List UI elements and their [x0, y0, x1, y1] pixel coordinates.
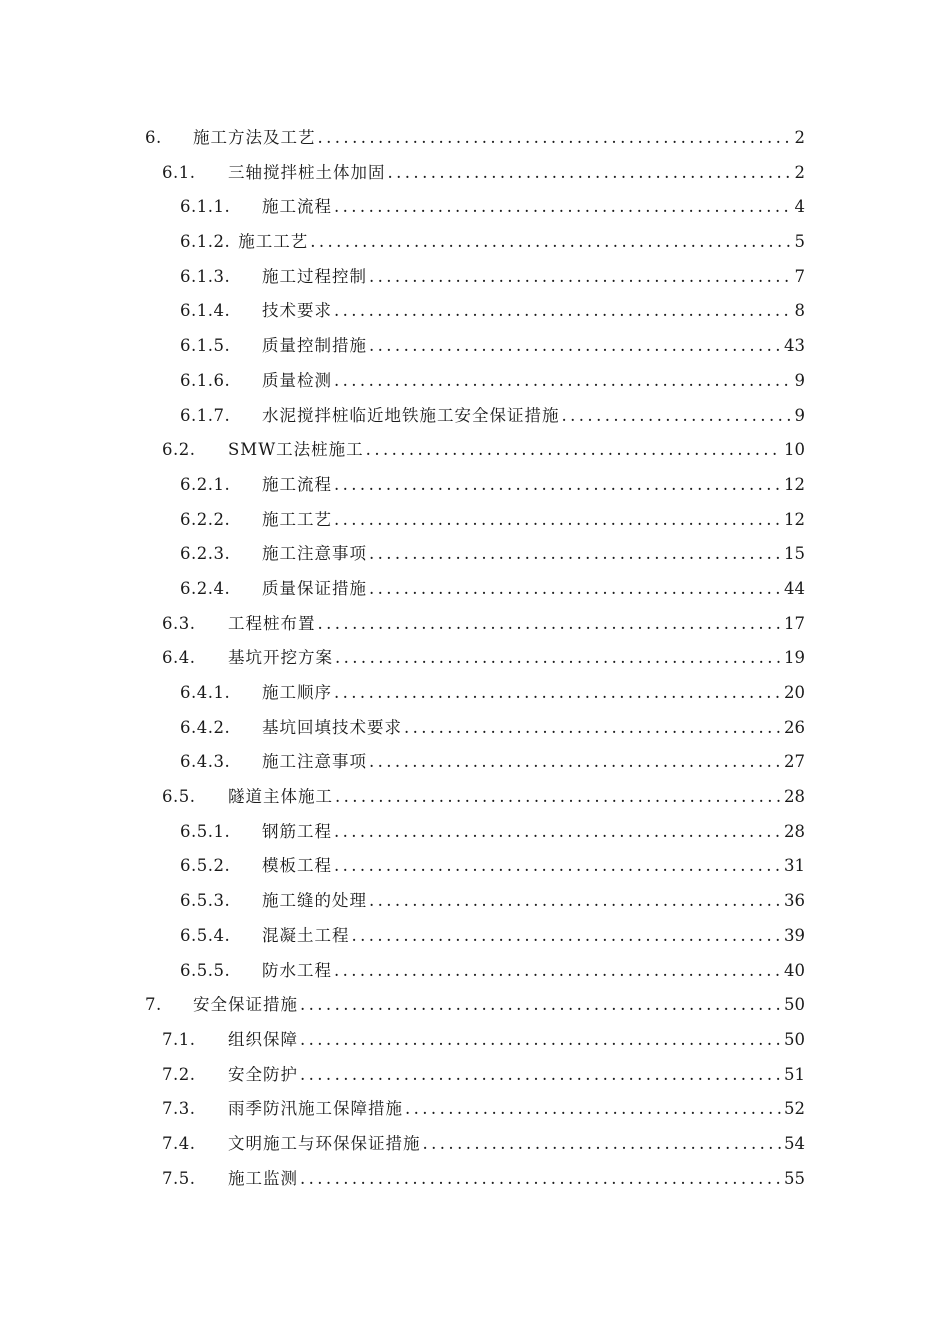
- toc-page-number: 27: [784, 752, 805, 772]
- toc-title: 隧道主体施工: [228, 787, 333, 807]
- toc-dot-leader: [334, 849, 782, 884]
- toc-title: 混凝土工程: [262, 925, 350, 945]
- toc-row[interactable]: [0, 919, 950, 954]
- toc-title: 施工工艺: [238, 232, 309, 252]
- toc-title: 施工流程: [262, 474, 332, 494]
- toc-page-number: 36: [784, 891, 805, 911]
- toc-number: 6.1.1.: [180, 197, 231, 217]
- toc-entry[interactable]: [145, 988, 805, 1023]
- toc-page-number: 39: [784, 925, 805, 945]
- toc-page-number: 17: [784, 613, 805, 633]
- toc-row[interactable]: [0, 849, 950, 884]
- toc-row[interactable]: [0, 1058, 950, 1093]
- toc-number: 6.2.: [162, 440, 196, 460]
- toc-row[interactable]: [0, 225, 950, 260]
- toc-entry[interactable]: [180, 676, 805, 711]
- toc-dot-leader: [318, 607, 783, 642]
- toc-page-number: 31: [784, 856, 805, 876]
- toc-title: 文明施工与环保保证措施: [228, 1133, 421, 1153]
- toc-title: 质量控制措施: [262, 336, 367, 356]
- toc-page-number: 44: [784, 578, 805, 598]
- toc-entry[interactable]: [180, 849, 805, 884]
- toc-row[interactable]: [0, 260, 950, 295]
- toc-dot-leader: [369, 884, 782, 919]
- toc-title: 质量保证措施: [262, 578, 367, 598]
- toc-row[interactable]: [0, 676, 950, 711]
- toc-number: 6.5.4.: [180, 925, 231, 945]
- toc-page-number: 50: [784, 995, 805, 1015]
- toc-row[interactable]: [0, 537, 950, 572]
- toc-row[interactable]: [0, 641, 950, 676]
- toc-row[interactable]: [0, 156, 950, 191]
- toc-entry[interactable]: [180, 537, 805, 572]
- toc-row[interactable]: [0, 607, 950, 642]
- toc-dot-leader: [369, 329, 782, 364]
- toc-entry[interactable]: [180, 572, 805, 607]
- toc-page-number: 54: [784, 1133, 805, 1153]
- toc-entry[interactable]: [162, 1023, 805, 1058]
- toc-page-number: 28: [784, 787, 805, 807]
- toc-row[interactable]: [0, 1127, 950, 1162]
- toc-dot-leader: [369, 260, 793, 295]
- toc-number: 7.: [145, 995, 162, 1015]
- toc-number: 6.1.7.: [180, 405, 231, 425]
- toc-page-number: 12: [784, 474, 805, 494]
- toc-title: 基坑回填技术要求: [262, 717, 402, 737]
- toc-title: 安全防护: [228, 1064, 298, 1084]
- toc-row[interactable]: [0, 121, 950, 156]
- toc-number: 6.4.1.: [180, 683, 231, 702]
- toc-title: 钢筋工程: [262, 821, 332, 841]
- toc-dot-leader: [334, 468, 782, 503]
- toc-title: 质量检测: [262, 370, 332, 390]
- toc-title: 施工注意事项: [262, 544, 367, 564]
- toc-page-number: 52: [784, 1099, 805, 1119]
- toc-entry[interactable]: [180, 468, 805, 503]
- table-of-contents: [0, 121, 950, 1196]
- toc-number: 6.5.5.: [180, 960, 231, 980]
- toc-entry[interactable]: [180, 260, 805, 295]
- toc-dot-leader: [318, 121, 793, 156]
- toc-dot-leader: [369, 745, 782, 780]
- toc-number: 6.1.2.: [180, 232, 231, 252]
- toc-page-number: 19: [784, 648, 805, 668]
- toc-entry[interactable]: [162, 1092, 805, 1127]
- toc-dot-leader: [300, 1162, 782, 1197]
- toc-number: 7.2.: [162, 1064, 196, 1084]
- toc-entry[interactable]: [180, 190, 805, 225]
- toc-dot-leader: [369, 537, 782, 572]
- toc-number: 6.1.5.: [180, 336, 231, 356]
- toc-number: 6.4.: [162, 648, 196, 668]
- toc-row[interactable]: [0, 433, 950, 468]
- toc-entry[interactable]: [162, 1058, 805, 1093]
- toc-page-number: 26: [784, 717, 805, 737]
- toc-page-number: 10: [784, 440, 805, 460]
- toc-row[interactable]: [0, 884, 950, 919]
- toc-row[interactable]: [0, 988, 950, 1023]
- toc-dot-leader: [352, 919, 783, 954]
- toc-dot-leader: [334, 364, 793, 399]
- toc-number: 6.2.2.: [180, 509, 231, 529]
- toc-title: 施工流程: [262, 197, 332, 217]
- toc-entry[interactable]: [180, 954, 805, 989]
- toc-entry[interactable]: [180, 503, 805, 538]
- toc-title: 施工方法及工艺: [193, 128, 316, 147]
- toc-title: 基坑开挖方案: [228, 648, 333, 668]
- toc-entry[interactable]: [162, 156, 805, 191]
- toc-number: 6.1.3.: [180, 266, 231, 286]
- toc-title: 施工监测: [228, 1168, 298, 1188]
- toc-page-number: 55: [784, 1168, 805, 1188]
- toc-row[interactable]: [0, 503, 950, 538]
- toc-dot-leader: [334, 190, 793, 225]
- toc-number: 6.1.6.: [180, 370, 231, 390]
- toc-page-number: 5: [794, 232, 805, 252]
- toc-number: 6.2.4.: [180, 578, 231, 598]
- toc-number: 6.1.: [162, 162, 196, 182]
- toc-title: 工程桩布置: [228, 613, 316, 633]
- toc-number: 6.5.3.: [180, 891, 231, 911]
- toc-number: 6.5.1.: [180, 821, 231, 841]
- toc-title: 施工缝的处理: [262, 891, 367, 911]
- toc-page-number: 7: [794, 266, 805, 286]
- toc-dot-leader: [300, 988, 782, 1023]
- toc-page-number: 2: [794, 162, 805, 182]
- toc-number: 6.2.1.: [180, 474, 231, 494]
- toc-title: 施工注意事项: [262, 752, 367, 772]
- toc-page-number: 2: [794, 128, 805, 147]
- toc-dot-leader: [366, 433, 782, 468]
- toc-title: 水泥搅拌桩临近地铁施工安全保证措施: [262, 405, 560, 425]
- toc-entry[interactable]: [180, 294, 805, 329]
- toc-page-number: 4: [794, 197, 805, 217]
- toc-dot-leader: [310, 225, 792, 260]
- toc-number: 7.1.: [162, 1029, 196, 1049]
- toc-dot-leader: [300, 1058, 782, 1093]
- toc-entry[interactable]: [180, 711, 805, 746]
- toc-page-number: 43: [784, 336, 805, 356]
- toc-dot-leader: [300, 1023, 782, 1058]
- toc-title: 安全保证措施: [193, 995, 298, 1015]
- toc-entry[interactable]: [162, 641, 805, 676]
- toc-row[interactable]: [0, 780, 950, 815]
- toc-row[interactable]: [0, 1023, 950, 1058]
- toc-title: 技术要求: [262, 301, 332, 321]
- toc-row[interactable]: [0, 1092, 950, 1127]
- toc-dot-leader: [334, 676, 782, 711]
- toc-row[interactable]: [0, 954, 950, 989]
- toc-number: 7.4.: [162, 1133, 196, 1153]
- toc-title: 三轴搅拌桩土体加固: [228, 162, 386, 182]
- toc-row[interactable]: [0, 815, 950, 850]
- toc-row[interactable]: [0, 294, 950, 329]
- toc-page-number: 9: [794, 405, 805, 425]
- toc-entry[interactable]: [162, 433, 805, 468]
- toc-row[interactable]: [0, 329, 950, 364]
- toc-row[interactable]: [0, 745, 950, 780]
- toc-dot-leader: [404, 711, 782, 746]
- toc-dot-leader: [335, 641, 782, 676]
- toc-title: 施工顺序: [262, 683, 332, 702]
- toc-title: 防水工程: [262, 960, 332, 980]
- toc-number: 6.5.: [162, 787, 196, 807]
- toc-title: SMW工法桩施工: [228, 440, 364, 460]
- toc-page-number: 40: [784, 960, 805, 980]
- toc-entry[interactable]: [180, 364, 805, 399]
- toc-entry[interactable]: [180, 399, 805, 434]
- toc-dot-leader: [334, 503, 782, 538]
- toc-entry[interactable]: [180, 745, 805, 780]
- toc-row[interactable]: [0, 399, 950, 434]
- toc-number: 6.: [145, 128, 162, 147]
- toc-number: 6.5.2.: [180, 856, 231, 876]
- toc-title: 雨季防汛施工保障措施: [228, 1099, 403, 1119]
- toc-dot-leader: [334, 954, 782, 989]
- toc-row[interactable]: [0, 468, 950, 503]
- toc-dot-leader: [405, 1092, 782, 1127]
- toc-number: 6.1.4.: [180, 301, 231, 321]
- toc-title: 施工过程控制: [262, 266, 367, 286]
- toc-page-number: 12: [784, 509, 805, 529]
- toc-title: 组织保障: [228, 1029, 298, 1049]
- toc-entry[interactable]: [162, 607, 805, 642]
- toc-entry[interactable]: [162, 1127, 805, 1162]
- toc-entry[interactable]: [180, 329, 805, 364]
- toc-row[interactable]: [0, 572, 950, 607]
- toc-entry[interactable]: [145, 121, 805, 156]
- toc-entry[interactable]: [180, 815, 805, 850]
- toc-number: 6.4.2.: [180, 717, 231, 737]
- toc-row[interactable]: [0, 190, 950, 225]
- toc-dot-leader: [423, 1127, 783, 1162]
- toc-entry[interactable]: [162, 780, 805, 815]
- toc-number: 7.5.: [162, 1168, 196, 1188]
- toc-dot-leader: [334, 294, 793, 329]
- toc-page-number: 15: [784, 544, 805, 564]
- toc-number: 6.2.3.: [180, 544, 231, 564]
- toc-dot-leader: [334, 815, 782, 850]
- toc-entry[interactable]: [180, 884, 805, 919]
- toc-entry[interactable]: [180, 225, 805, 260]
- toc-title: 模板工程: [262, 856, 332, 876]
- toc-title: 施工工艺: [262, 509, 332, 529]
- toc-row[interactable]: [0, 364, 950, 399]
- toc-entry[interactable]: [162, 1162, 805, 1197]
- toc-dot-leader: [335, 780, 782, 815]
- toc-page-number: 20: [784, 683, 805, 702]
- toc-dot-leader: [369, 572, 782, 607]
- toc-number: 6.4.3.: [180, 752, 231, 772]
- toc-dot-leader: [562, 399, 793, 434]
- toc-page-number: 9: [794, 370, 805, 390]
- toc-entry[interactable]: [180, 919, 805, 954]
- toc-row[interactable]: [0, 711, 950, 746]
- toc-page-number: 50: [784, 1029, 805, 1049]
- toc-number: 7.3.: [162, 1099, 196, 1119]
- toc-page-number: 51: [784, 1064, 805, 1084]
- toc-dot-leader: [388, 156, 793, 191]
- toc-number: 6.3.: [162, 613, 196, 633]
- toc-row[interactable]: [0, 1162, 950, 1197]
- toc-page-number: 28: [784, 821, 805, 841]
- toc-page-number: 8: [794, 301, 805, 321]
